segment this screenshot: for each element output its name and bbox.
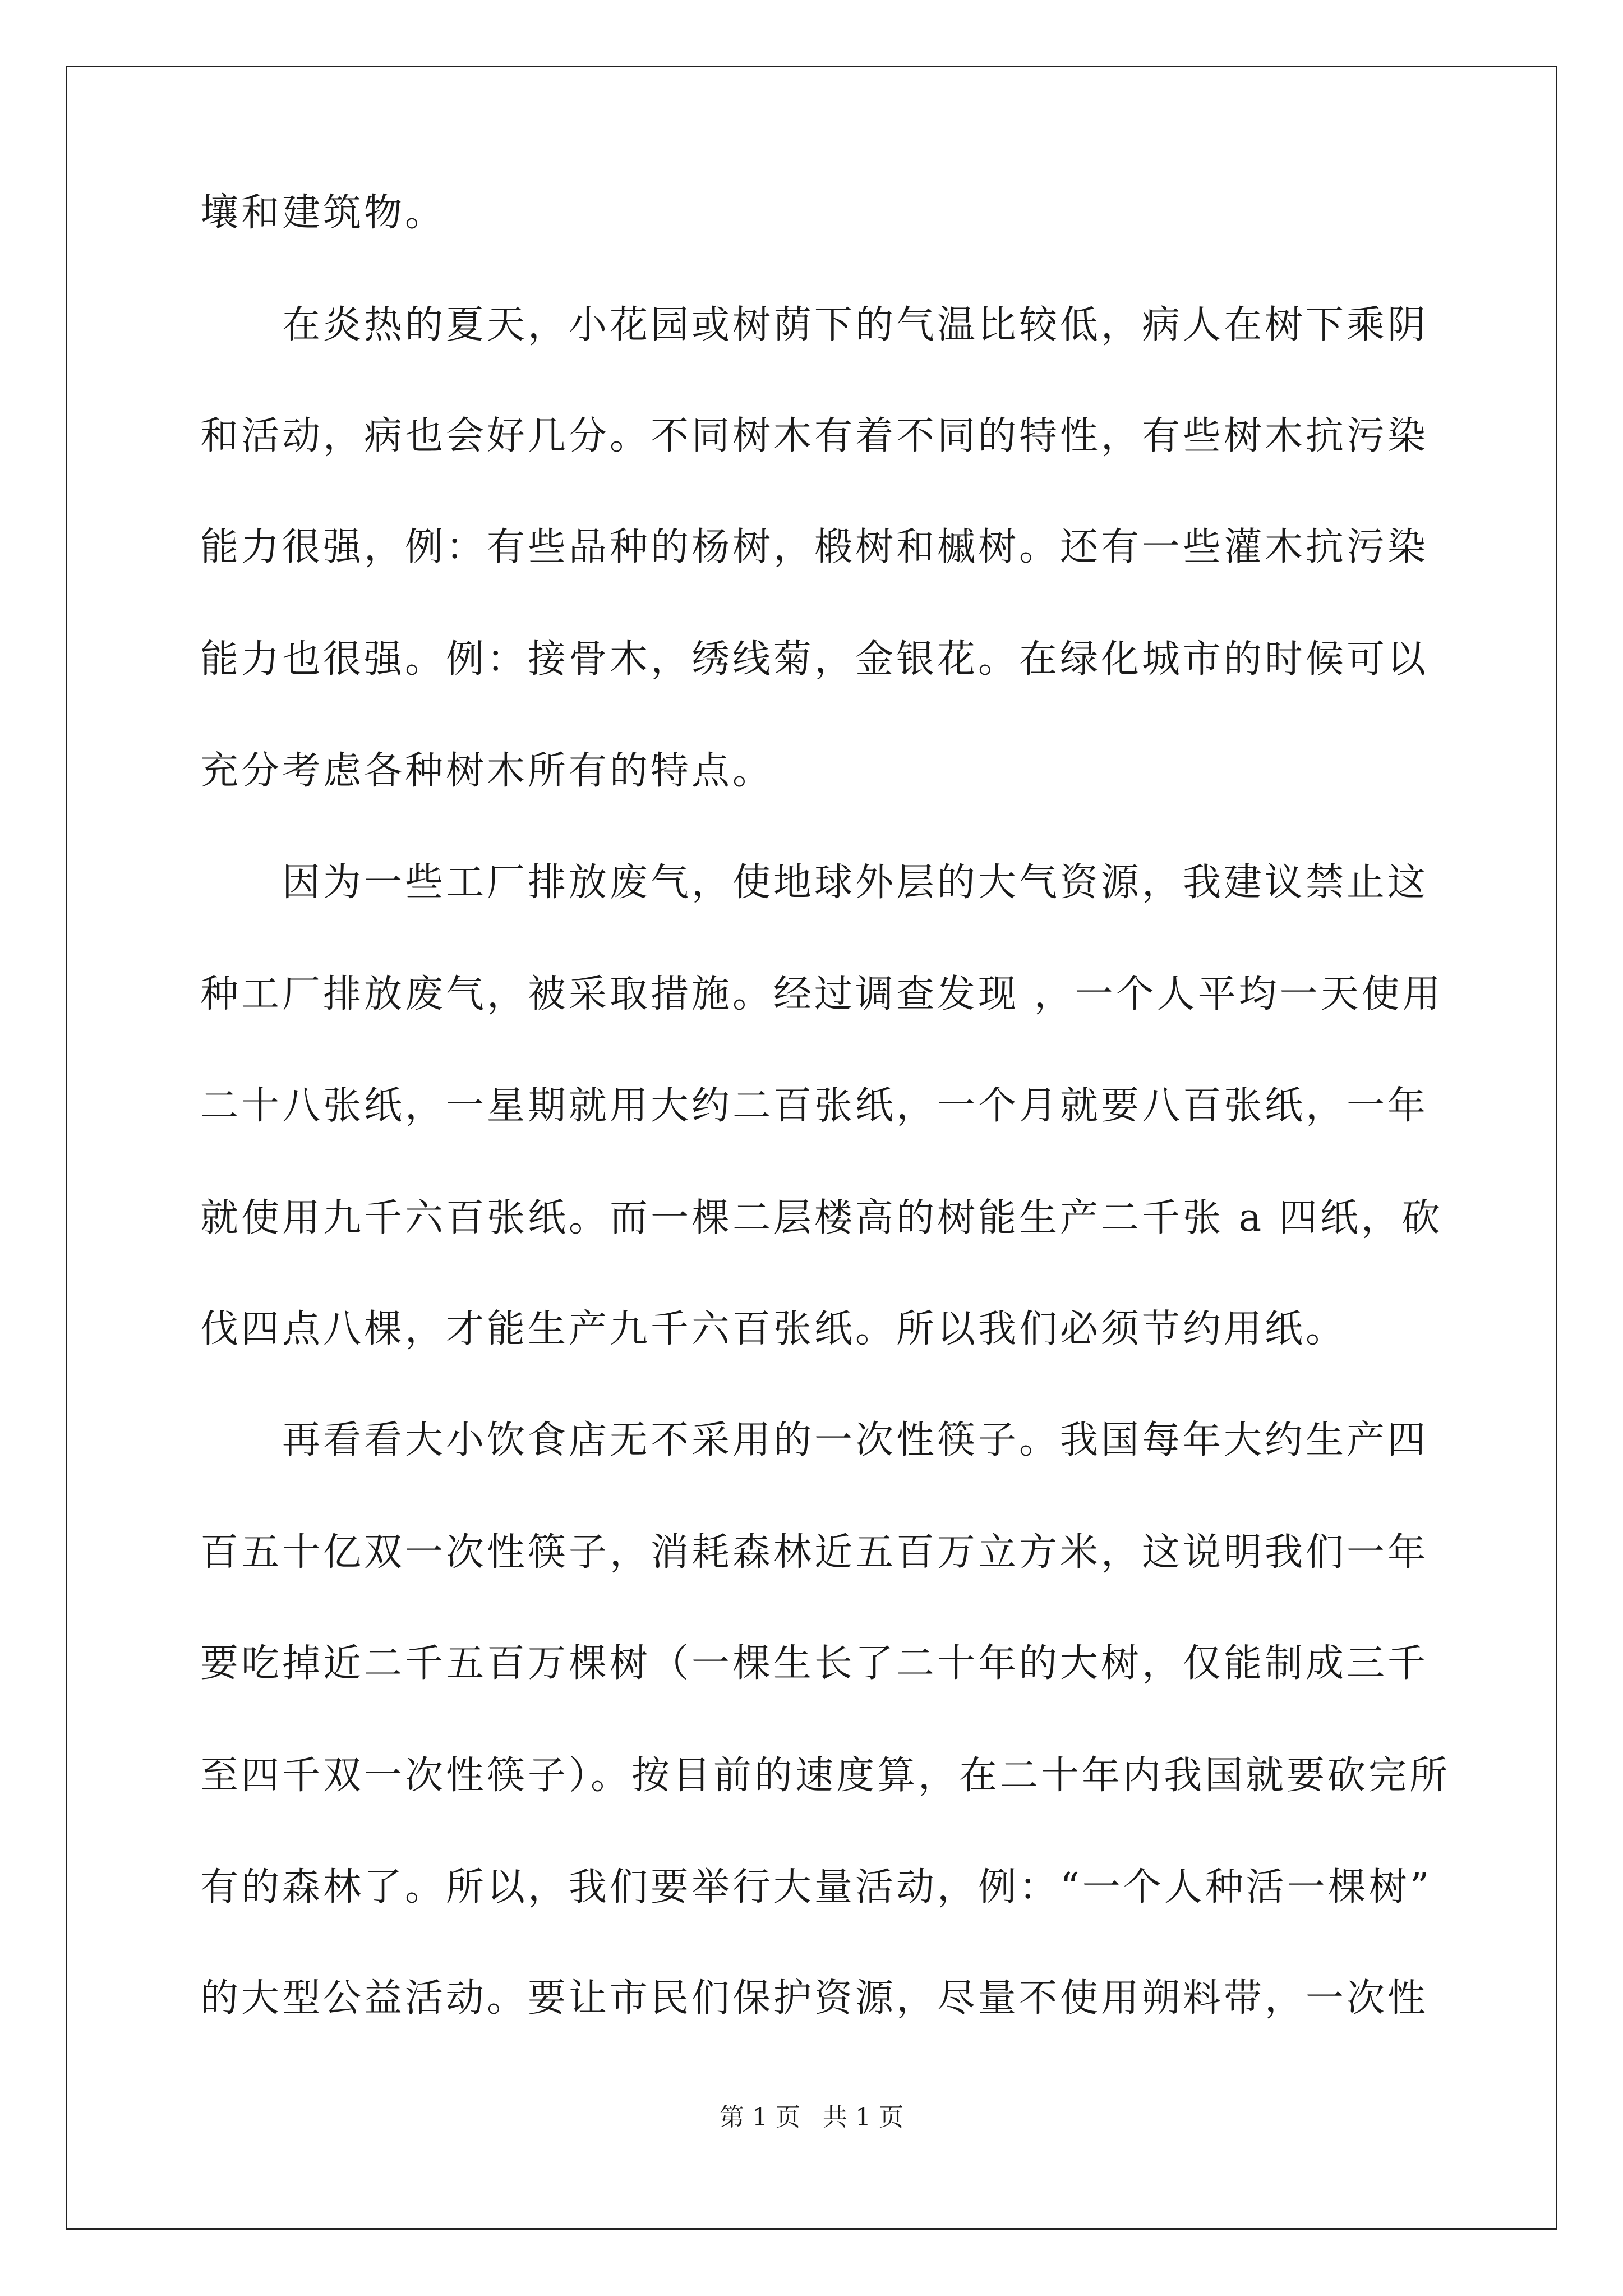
text-line: 的大型公益活动。要让市民们保护资源，尽量不使用朔料带，一次性: [200, 1976, 1429, 2021]
text-line: 在炎热的夏天，小花园或树荫下的气温比较低，病人在树下乘阴: [282, 303, 1429, 347]
text-line: 再看看大小饮食店无不采用的一次性筷子。我国每年大约生产四: [282, 1418, 1429, 1462]
text-line: 伐四点八棵，才能生产九千六百张纸。所以我们必须节约用纸。: [200, 1307, 1347, 1351]
text-line: 就使用九千六百张纸。而一棵二层楼高的树能生产二千张 a 四纸，砍: [200, 1196, 1443, 1240]
text-line: 和活动，病也会好几分。不同树木有着不同的特性，有些树木抗污染: [200, 414, 1429, 458]
text-line: 百五十亿双一次性筷子，消耗森林近五百万立方米，这说明我们一年: [200, 1530, 1429, 1575]
text-line: 种工厂排放废气，被采取措施。经过调查发现 ，一个人平均一天使用: [200, 972, 1444, 1016]
page-number: 第 1 页: [720, 2103, 800, 2132]
page-total: 共 1 页: [823, 2103, 903, 2132]
page-footer: [0, 2101, 1623, 2134]
text-line: 壤和建筑物。: [200, 191, 446, 235]
text-line: 要吃掉近二千五百万棵树（一棵生长了二十年的大树，仅能制成三千: [200, 1641, 1429, 1686]
text-line: 因为一些工厂排放废气，使地球外层的大气资源，我建议禁止这: [282, 861, 1429, 905]
text-line: 二十八张纸，一星期就用大约二百张纸，一个月就要八百张纸，一年: [200, 1084, 1429, 1128]
text-line: 能力很强，例：有些品种的杨树，椴树和槭树。还有一些灌木抗污染: [200, 525, 1429, 569]
text-line: 至四千双一次性筷子）。按目前的速度算，在二十年内我国就要砍完所: [200, 1754, 1451, 1798]
text-line: 有的森林了。所以，我们要举行大量活动，例：“一个人种活一棵树”: [200, 1865, 1432, 1910]
text-line: 能力也很强。例：接骨木，绣线菊，金银花。在绿化城市的时候可以: [200, 637, 1429, 682]
text-line: 充分考虑各种树木所有的特点。: [200, 749, 774, 793]
